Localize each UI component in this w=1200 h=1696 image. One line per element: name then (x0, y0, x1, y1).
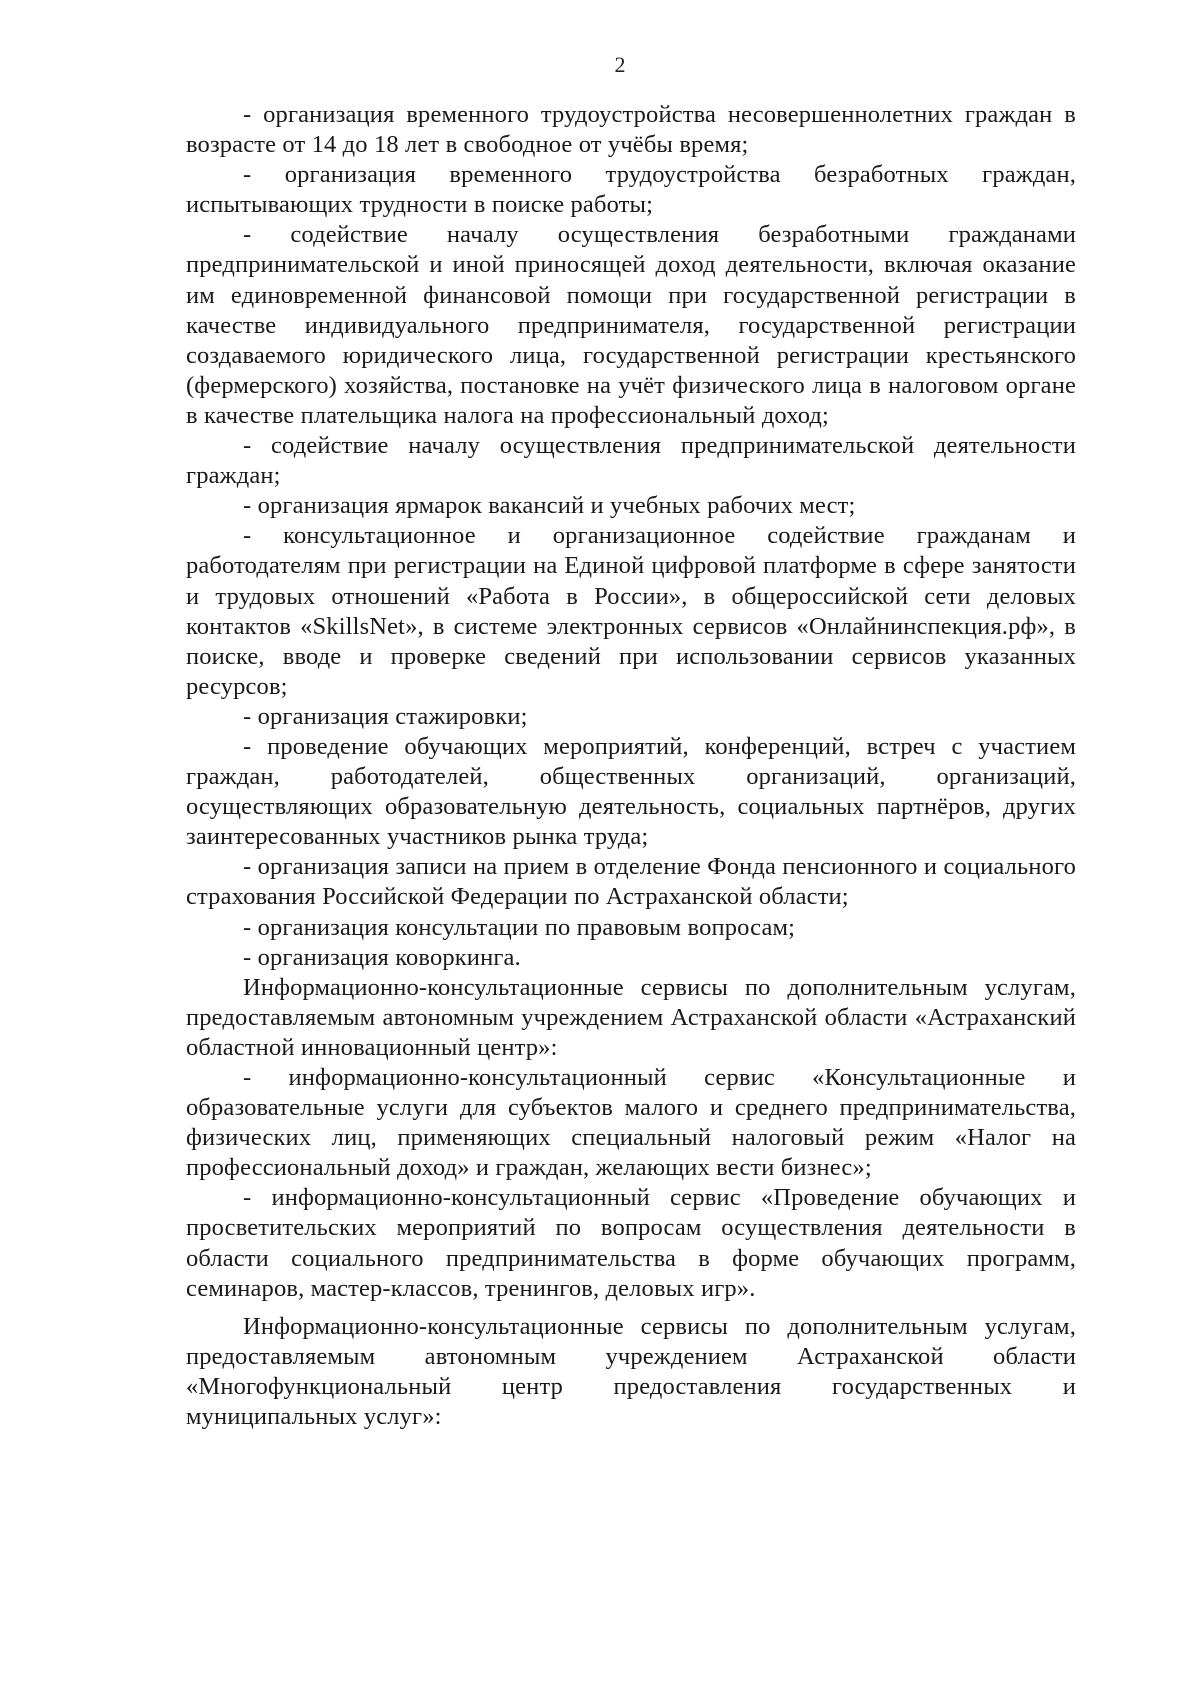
list-item-minors-employment: - организация временного трудоустройства несовершеннолетних граждан в возрасте от 14 до 18 лет в свободное от учёбы время; (186, 101, 1076, 159)
page-number: 2 (614, 52, 626, 77)
list-item-job-fairs: - организация ярмарок вакансий и учебных рабочих мест; (243, 492, 856, 520)
list-item-unemployed-employment: - организация временного трудоустройства безработных граждан, испытывающих трудности в поиске работы; (186, 161, 1076, 219)
section-heading-innovation-center: Информационно-консультационные сервисы по дополнительным услугам, предоставляемым автономным учреждением Астраханской области «Астраханский областной инновационный центр»: (186, 973, 1076, 1061)
list-item-educational-service: - информационно-консультационный сервис «Проведение обучающих и просветительских мероприятий по вопросам осуществления деятельности в области социального предпринимательства в форме обучающих программ, семинаров, мастер-классов, тренингов, деловых игр». (186, 1184, 1076, 1302)
list-item-internship: - организация стажировки; (243, 702, 528, 730)
list-item-pension-fund-appointment: - организация записи на прием в отделение Фонда пенсионного и социального страхования Российской Федерации по Астраханской области; (186, 853, 1076, 911)
list-item-coworking: - организация коворкинга. (243, 943, 521, 971)
list-item-entrepreneurship-support: - содействие началу осуществления безработными гражданами предпринимательской и иной приносящей доход деятельности, включая оказание им единовременной финансовой помощи при государственной регистрации в качестве индивидуального предпринимателя, государственной регистрации создаваемого юридического лица, государственной регистрации крестьянского (фермерского) хозяйства, постановке на учёт физического лица в налоговом органе в качестве плательщика налога на профессиональный доход; (186, 221, 1076, 429)
list-item-consulting-service: - информационно-консультационный сервис «Консультационные и образовательные услуги для субъектов малого и среднего предпринимательства, физических лиц, применяющих специальный налоговый режим «Налог на профессиональный доход» и граждан, желающих вести бизнес»; (186, 1064, 1076, 1182)
list-item-platform-registration: - консультационное и организационное содействие гражданам и работодателям при регистрации на Единой цифровой платформе в сфере занятости и трудовых отношений «Работа в России», в общероссийской сети деловых контактов «SkillsNet», в системе электронных сервисов «Онлайнинспекция.рф», в поиске, вводе и проверке сведений при использовании сервисов указанных ресурсов; (186, 522, 1076, 700)
list-item-legal-consultation: - организация консультации по правовым вопросам; (243, 913, 796, 941)
list-item-training-events: - проведение обучающих мероприятий, конференций, встреч с участием граждан, работодателей, общественных организаций, организаций, осуществляющих образовательную деятельность, социальных партнёров, других заинтересованных участников рынка труда; (186, 732, 1076, 851)
section-heading-mfc: Информационно-консультационные сервисы по дополнительным услугам, предоставляемым автономным учреждением Астраханской области «Многофункциональный центр предоставления государственных и муниципальных услуг»: (186, 1312, 1076, 1431)
list-item-business-start: - содействие началу осуществления предпринимательской деятельности граждан; (186, 432, 1076, 490)
document-body (186, 100, 1076, 1432)
